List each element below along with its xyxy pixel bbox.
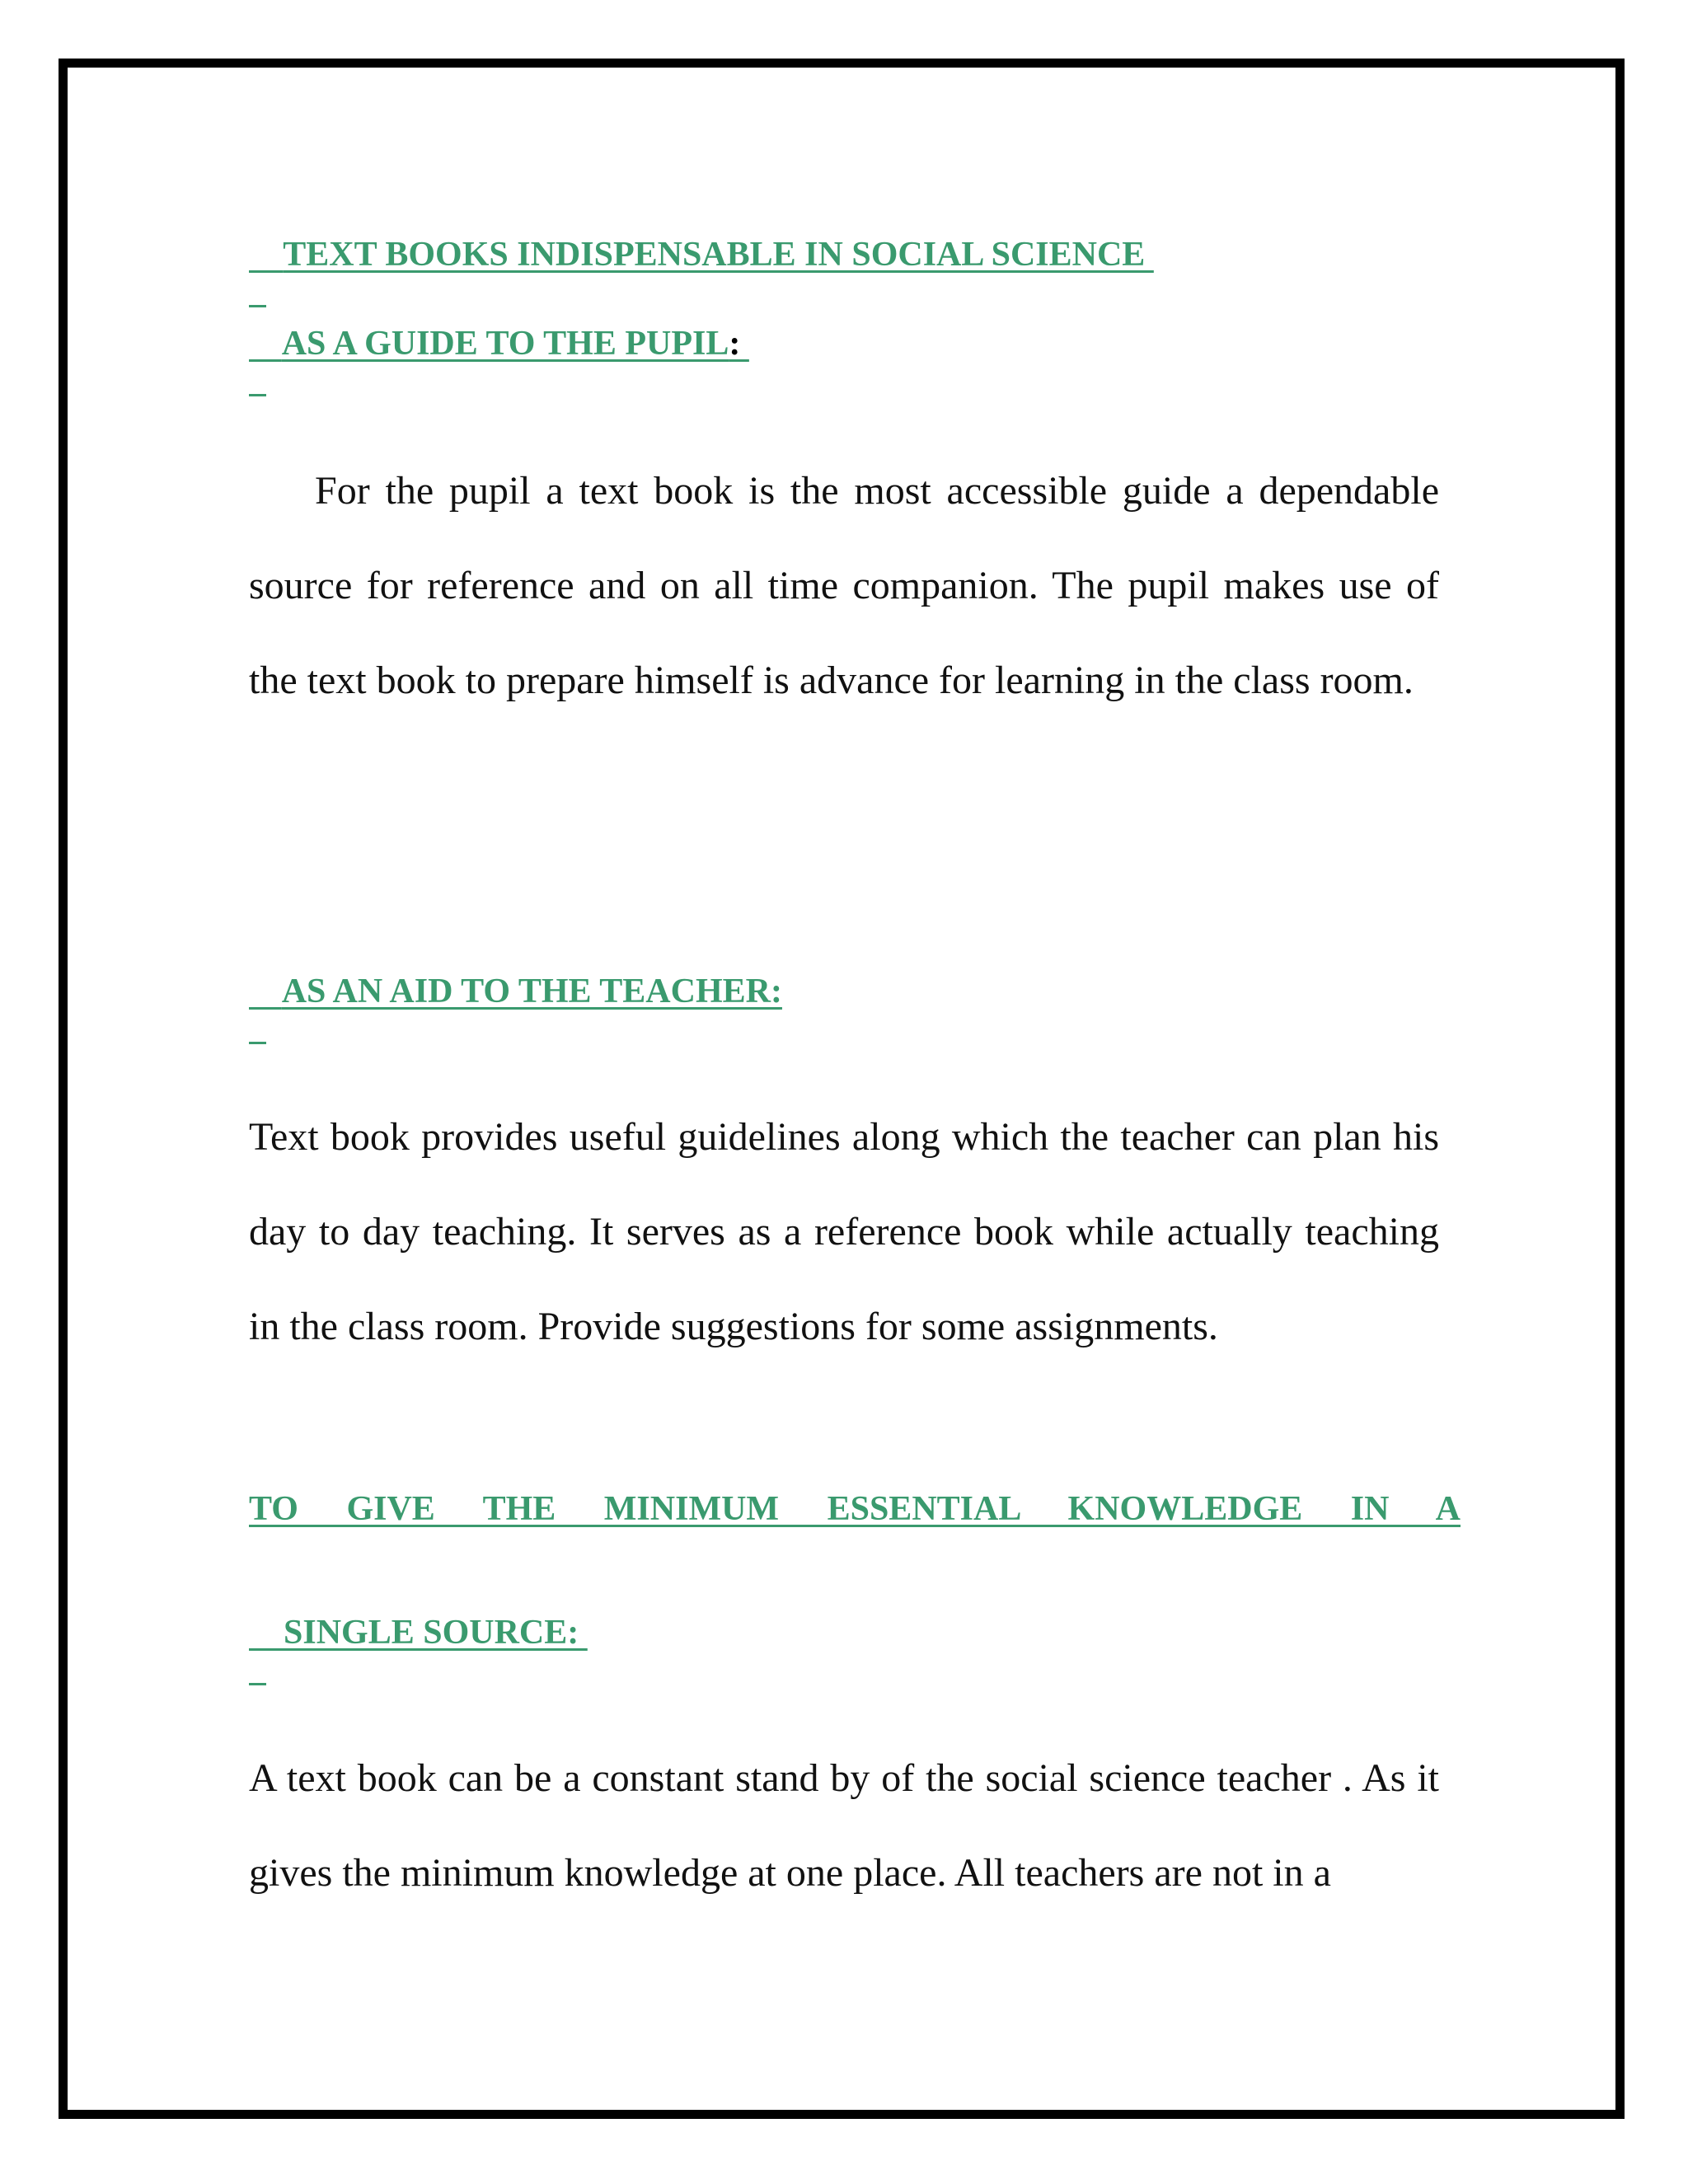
section1-heading xyxy=(249,292,749,396)
section3-heading-text: TO GIVE THE MINIMUM ESSENTIAL KNOWLEDGE IN A xyxy=(249,1490,1461,1528)
section3-heading-line2 xyxy=(249,1581,588,1685)
section1-heading-colon: : xyxy=(729,325,749,363)
section2-heading-text: AS AN AID TO THE TEACHER: xyxy=(281,972,782,1010)
section1-heading-text: AS A GUIDE TO THE PUPIL xyxy=(281,325,729,363)
section3-heading xyxy=(249,1492,1461,1526)
section3-heading-line2-text: SINGLE SOURCE: xyxy=(284,1614,588,1652)
main-title-text: TEXT BOOKS INDISPENSABLE IN SOCIAL SCIENCE xyxy=(283,236,1154,274)
section2-paragraph: Text book provides useful guidelines along which the teacher can plan his day to day teaching. It serves as a reference book while actually teaching in the class room. Provide suggestions for some assignments. xyxy=(249,1115,1439,1348)
section3-paragraph: A text book can be a constant stand by of the social science teacher . As it gives the minimum knowledge at one place. All teachers are not in a xyxy=(249,1756,1439,1895)
section1-paragraph: For the pupil a text book is the most accessible guide a dependable source for reference and on all time companion. The pupil makes use of the text book to prepare himself is advance for learning in the class room. xyxy=(249,469,1439,702)
section2-heading xyxy=(249,940,782,1043)
